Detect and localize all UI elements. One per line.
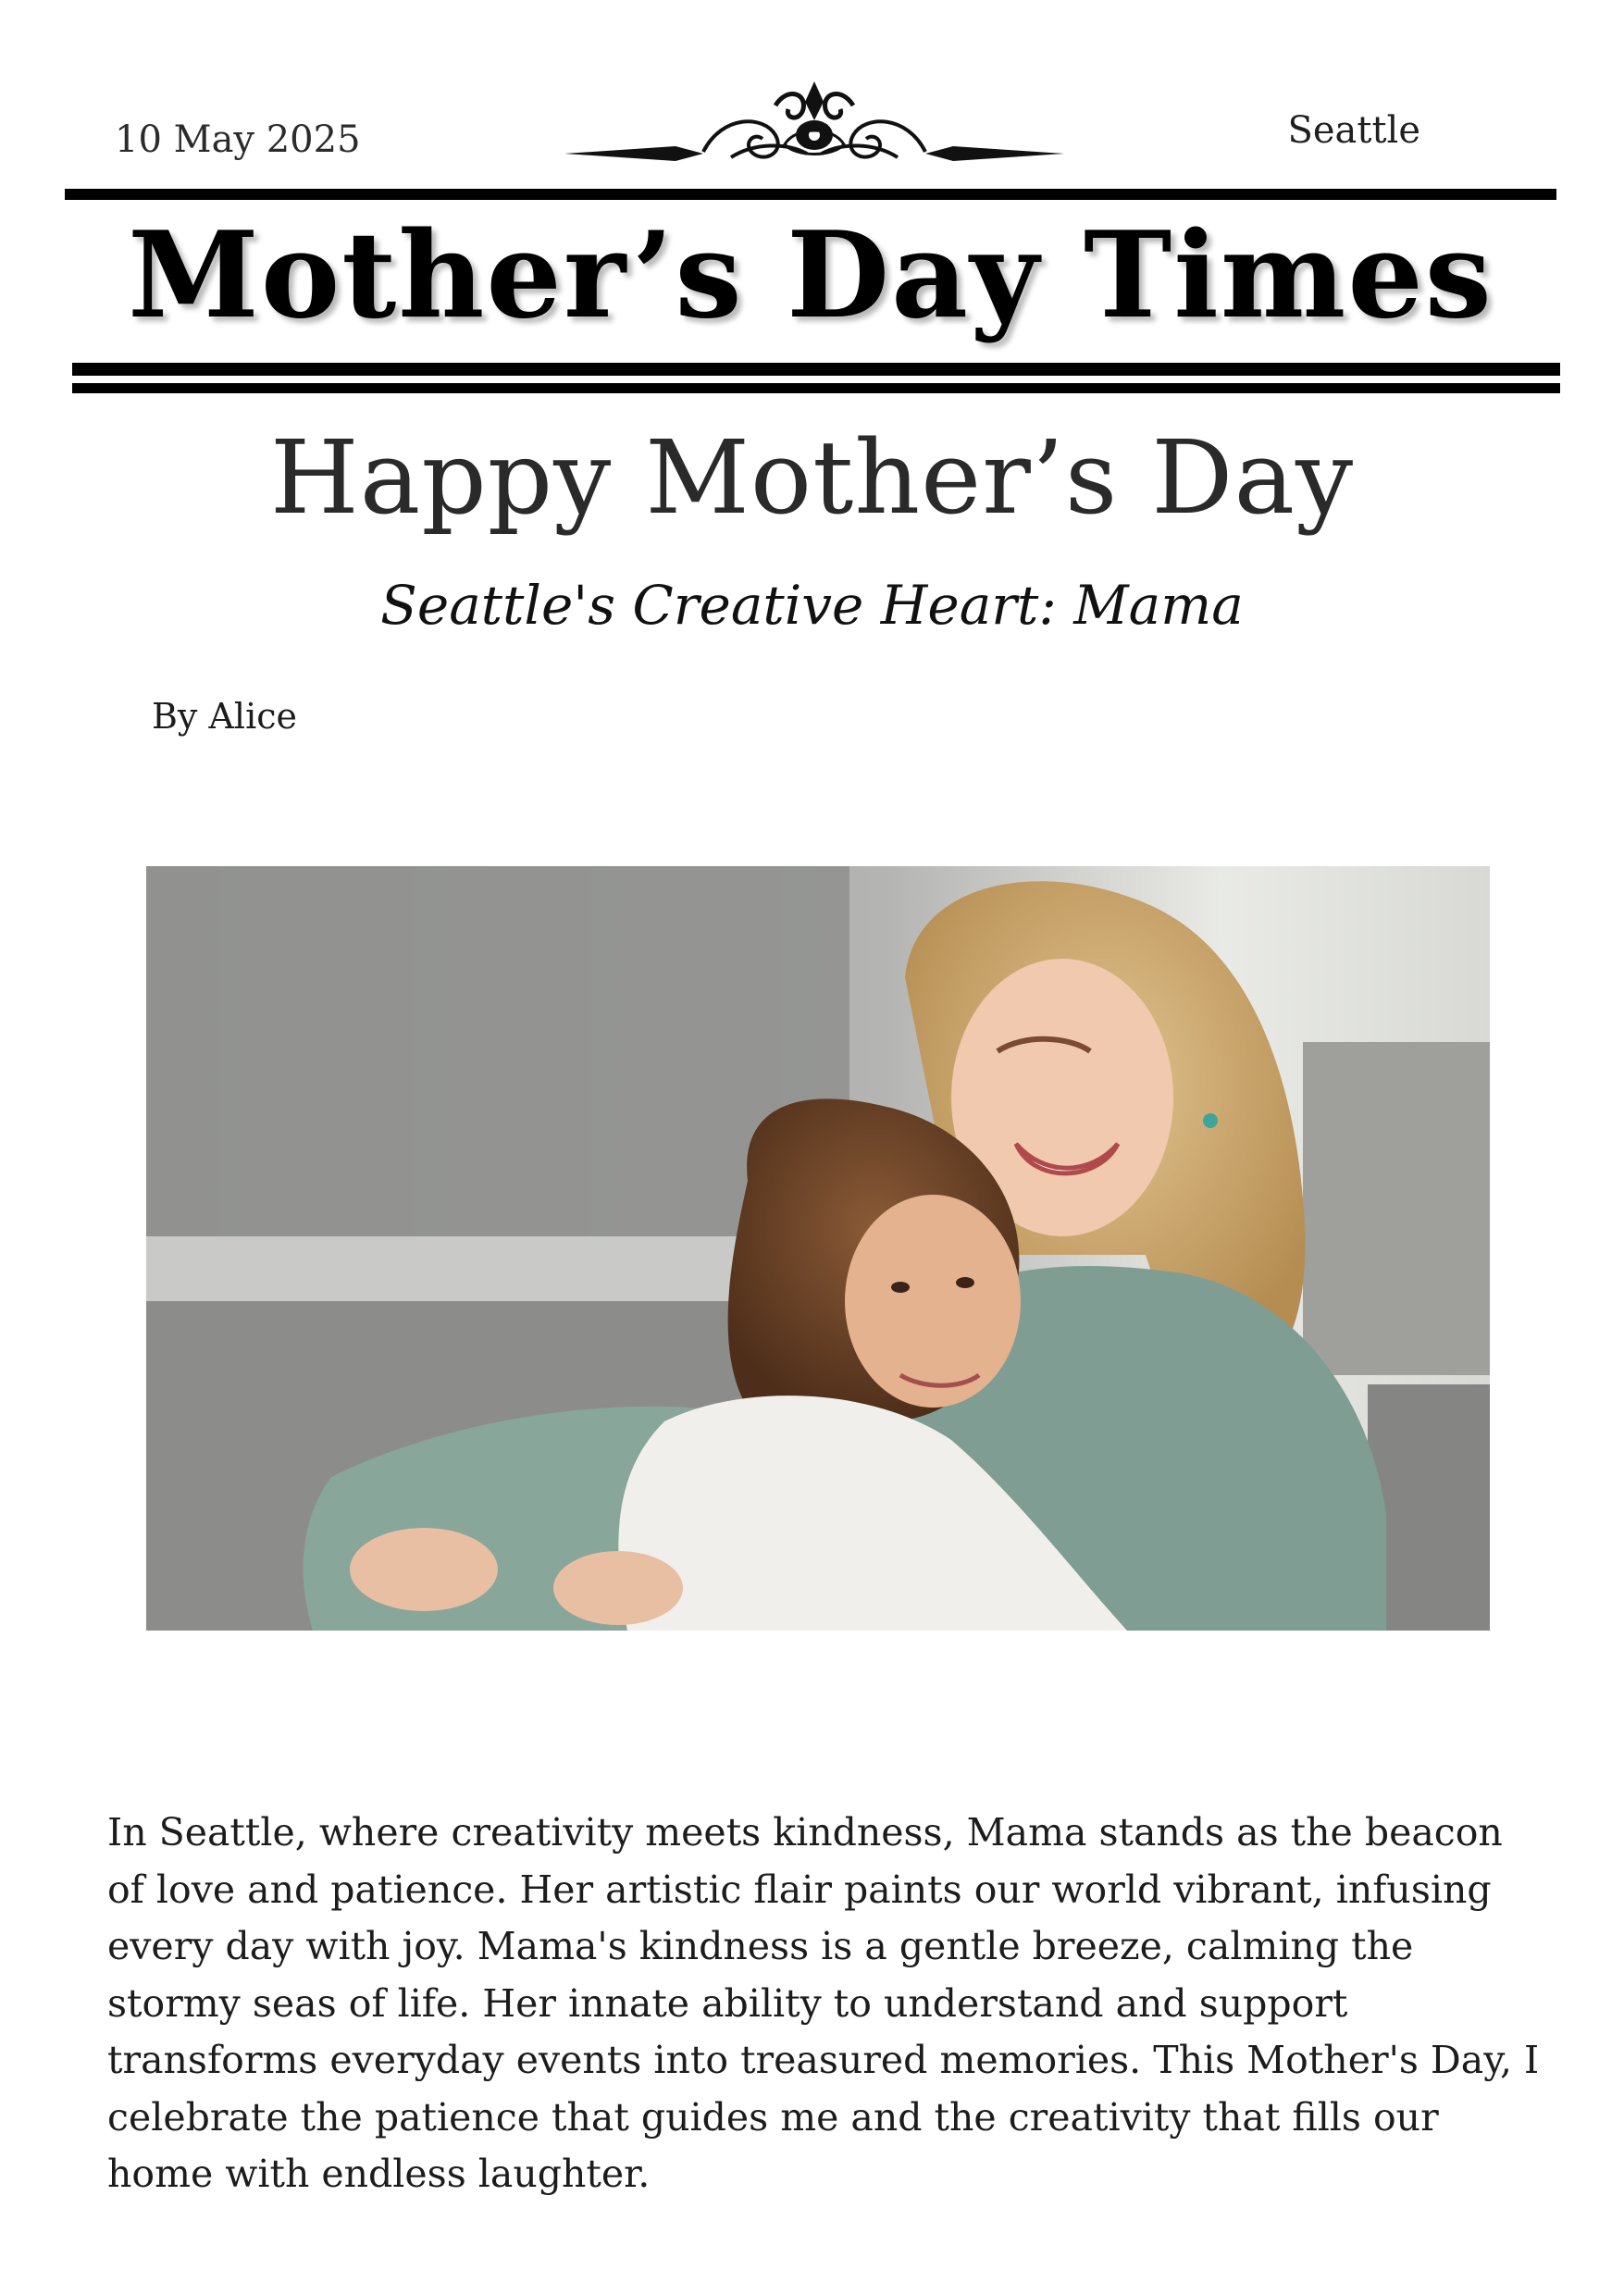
article-headline: Happy Mother’s Day xyxy=(269,418,1355,537)
article-byline: By Alice xyxy=(152,696,297,737)
article-body: In Seattle, where creativity meets kindness, Mama stands as the beacon of love and patience. Her artistic flair paints our world vibrant, infusing every day with joy. Mama's kindness is a gentle breeze, calming the stormy seas of life. Her innate ability to understand and support transforms everyday events into treasured memories. This Mother's Day, I celebrate the patience that guides me and the creativity that fills our home with endless laughter. xyxy=(107,1810,1540,2196)
flourish-ornament-icon xyxy=(564,78,1064,163)
mother-daughter-hug-photo xyxy=(146,866,1490,1631)
city-label: Seattle xyxy=(1287,109,1420,152)
issue-date: 10 May 2025 xyxy=(115,118,361,161)
masthead xyxy=(65,198,1556,354)
masthead-title: Mother’s Day Times xyxy=(128,206,1494,345)
masthead-divider-thin xyxy=(72,383,1560,393)
article-subheadline: Seattle's Creative Heart: Mama xyxy=(380,574,1244,637)
masthead-divider-thick xyxy=(72,363,1560,376)
